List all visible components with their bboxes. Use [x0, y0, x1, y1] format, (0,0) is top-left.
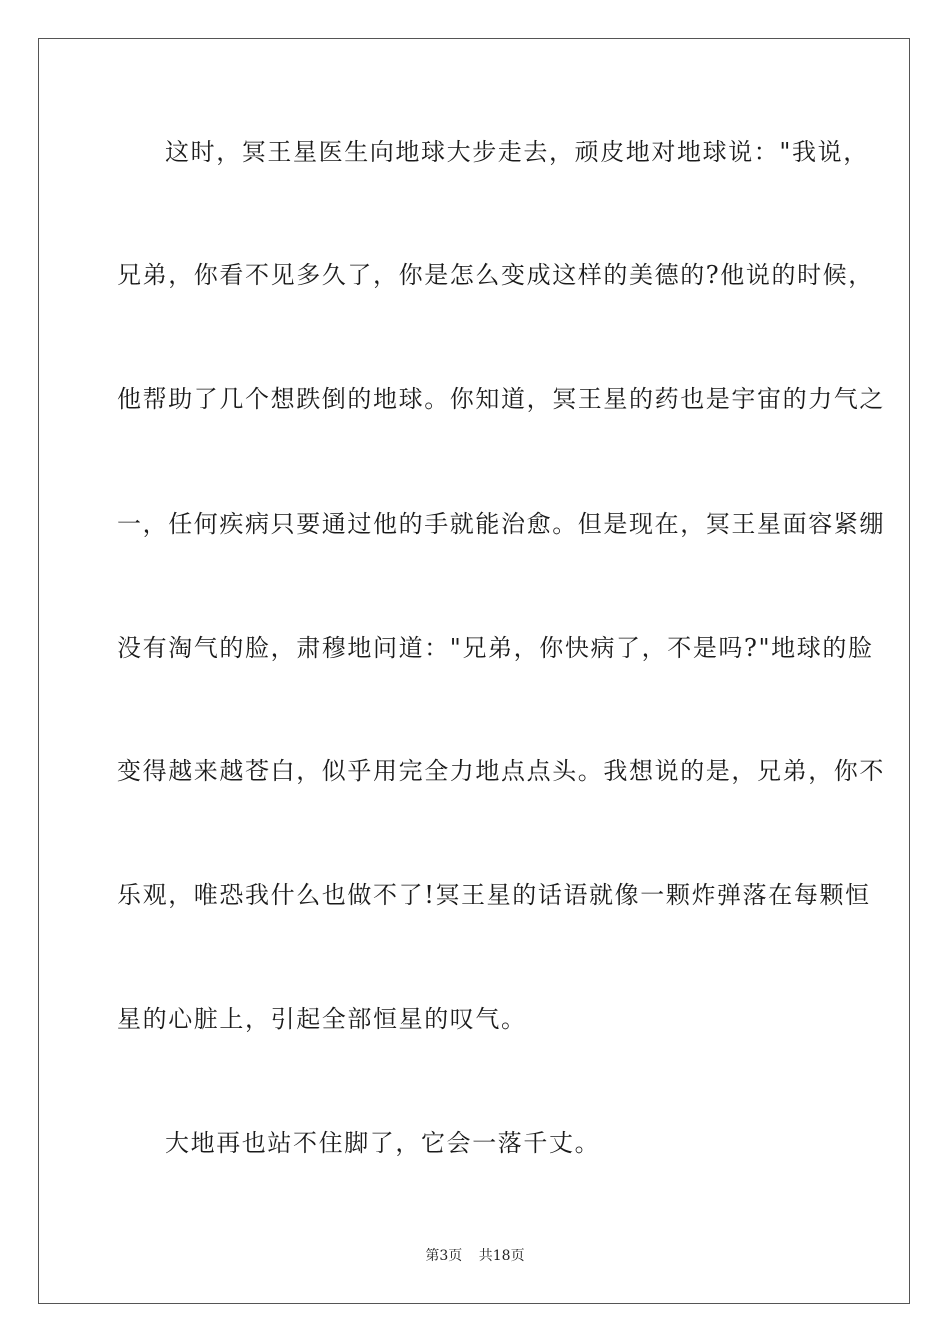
- page-border: [38, 38, 910, 1304]
- paragraph-line: 星的心脏上，引起全部恒星的叹气。: [117, 1005, 527, 1033]
- page-number: 第3页: [425, 1248, 463, 1264]
- page-total: 共18页: [478, 1248, 525, 1264]
- paragraph-line: 变得越来越苍白，似乎用完全力地点点头。我想说的是，兄弟，你不: [117, 757, 885, 785]
- page-footer: [0, 1246, 950, 1266]
- paragraph-line: 这时，冥王星医生向地球大步走去，顽皮地对地球说："我说，: [165, 138, 869, 166]
- paragraph-line: 一，任何疾病只要通过他的手就能治愈。但是现在，冥王星面容紧绷: [117, 510, 885, 538]
- paragraph-line: 乐观，唯恐我什么也做不了!冥王星的话语就像一颗炸弹落在每颗恒: [117, 881, 871, 909]
- paragraph-line: 没有淘气的脸，肃穆地问道："兄弟，你快病了，不是吗?"地球的脸: [117, 634, 874, 662]
- paragraph-line: 他帮助了几个想跌倒的地球。你知道，冥王星的药也是宇宙的力气之: [117, 385, 885, 413]
- paragraph-line: 兄弟，你看不见多久了，你是怎么变成这样的美德的?他说的时候，: [117, 261, 874, 289]
- paragraph-line: 大地再也站不住脚了，它会一落千丈。: [165, 1129, 601, 1157]
